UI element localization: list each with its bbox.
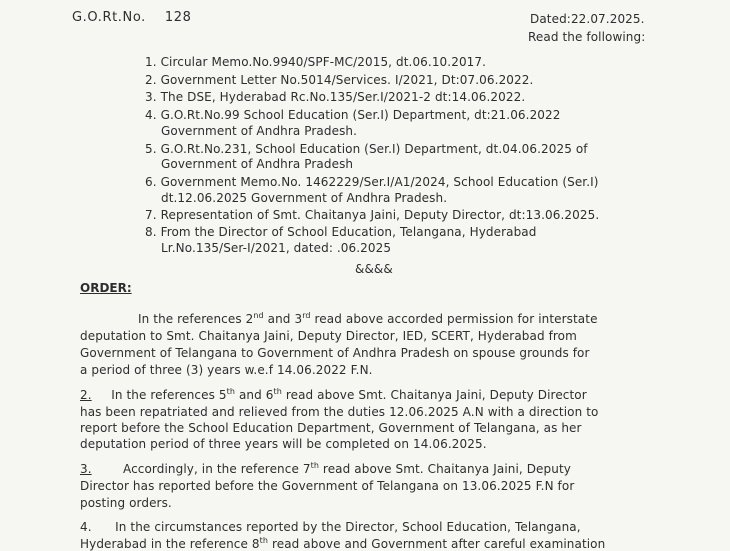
paragraph-line: deputation period of three years will be completed on 14.06.2025. (80, 437, 487, 451)
go-label: G.O.Rt.No. (72, 10, 146, 25)
paragraph-line: a period of three (3) years w.e.f 14.06.2022 F.N. (80, 363, 373, 377)
paragraph-line: Hyderabad in the reference 8th read above and Government after careful examination (80, 536, 606, 551)
paragraph-line: has been repatriated and relieved from the duties 12.06.2025 A.N with a direction to (80, 405, 599, 419)
order-heading: ORDER: (80, 281, 132, 295)
paragraph-number: 3. (80, 462, 92, 476)
go-number-line (72, 11, 191, 25)
paragraph-line: Director has reported before the Government of Telangana on 13.06.2025 F.N for (80, 479, 575, 493)
reference-item-cont: dt.12.06.2025 Government of Andhra Pradesh. (161, 191, 448, 205)
reference-item: 8. From the Director of School Education, Telangana, Hyderabad (145, 225, 537, 239)
reference-item-cont: Lr.No.135/Ser-I/2021, dated: .06.2025 (161, 241, 392, 255)
reference-item: 1. Circular Memo.No.9940/SPF-MC/2015, dt.06.10.2017. (145, 55, 487, 69)
paragraph-line: 3. Accordingly, in the reference 7th read above Smt. Chaitanya Jaini, Deputy (80, 461, 571, 476)
dated: Dated:22.07.2025. (530, 12, 645, 26)
reference-item: 3. The DSE, Hyderabad Rc.No.135/Ser.I/2021-2 dt:14.06.2022. (145, 90, 526, 104)
paragraph-line: 4. In the circumstances reported by the Director, School Education, Telangana, (80, 520, 581, 534)
paragraph-line: 2. In the references 5th and 6th read above Smt. Chaitanya Jaini, Deputy Director (80, 387, 587, 402)
paragraph-number: 2. (80, 388, 92, 402)
separator: &&&& (355, 262, 393, 276)
reference-item-cont: Government of Andhra Pradesh. (161, 124, 358, 138)
paragraph-line: Government of Telangana to Government of Andhra Pradesh on spouse grounds for (80, 346, 590, 360)
reference-item: 6. Government Memo.No. 1462229/Ser.I/A1/2024, School Education (Ser.I) (145, 175, 599, 189)
reference-item: 5. G.O.Rt.No.231, School Education (Ser.I) Department, dt.04.06.2025 of (145, 142, 588, 156)
reference-item-cont: Government of Andhra Pradesh (161, 157, 354, 171)
reference-item: 7. Representation of Smt. Chaitanya Jaini, Deputy Director, dt:13.06.2025. (145, 208, 600, 222)
paragraph-line: deputation to Smt. Chaitanya Jaini, Deputy Director, IED, SCERT, Hyderabad from (80, 329, 577, 343)
reference-item: 4. G.O.Rt.No.99 School Education (Ser.I) Department, dt:21.06.2022 (145, 108, 561, 122)
read-the-following: Read the following: (528, 30, 646, 44)
go-number: 128 (164, 10, 192, 25)
reference-item: 2. Government Letter No.5014/Services. I/2021, Dt:07.06.2022. (145, 73, 534, 87)
paragraph-line: posting orders. (80, 496, 172, 510)
paragraph-line: In the references 2nd and 3rd read above accorded permission for interstate (138, 311, 598, 326)
paragraph-line: report before the School Education Department, Government of Telangana, as her (80, 421, 582, 435)
paragraph-number: 4. (80, 520, 92, 534)
